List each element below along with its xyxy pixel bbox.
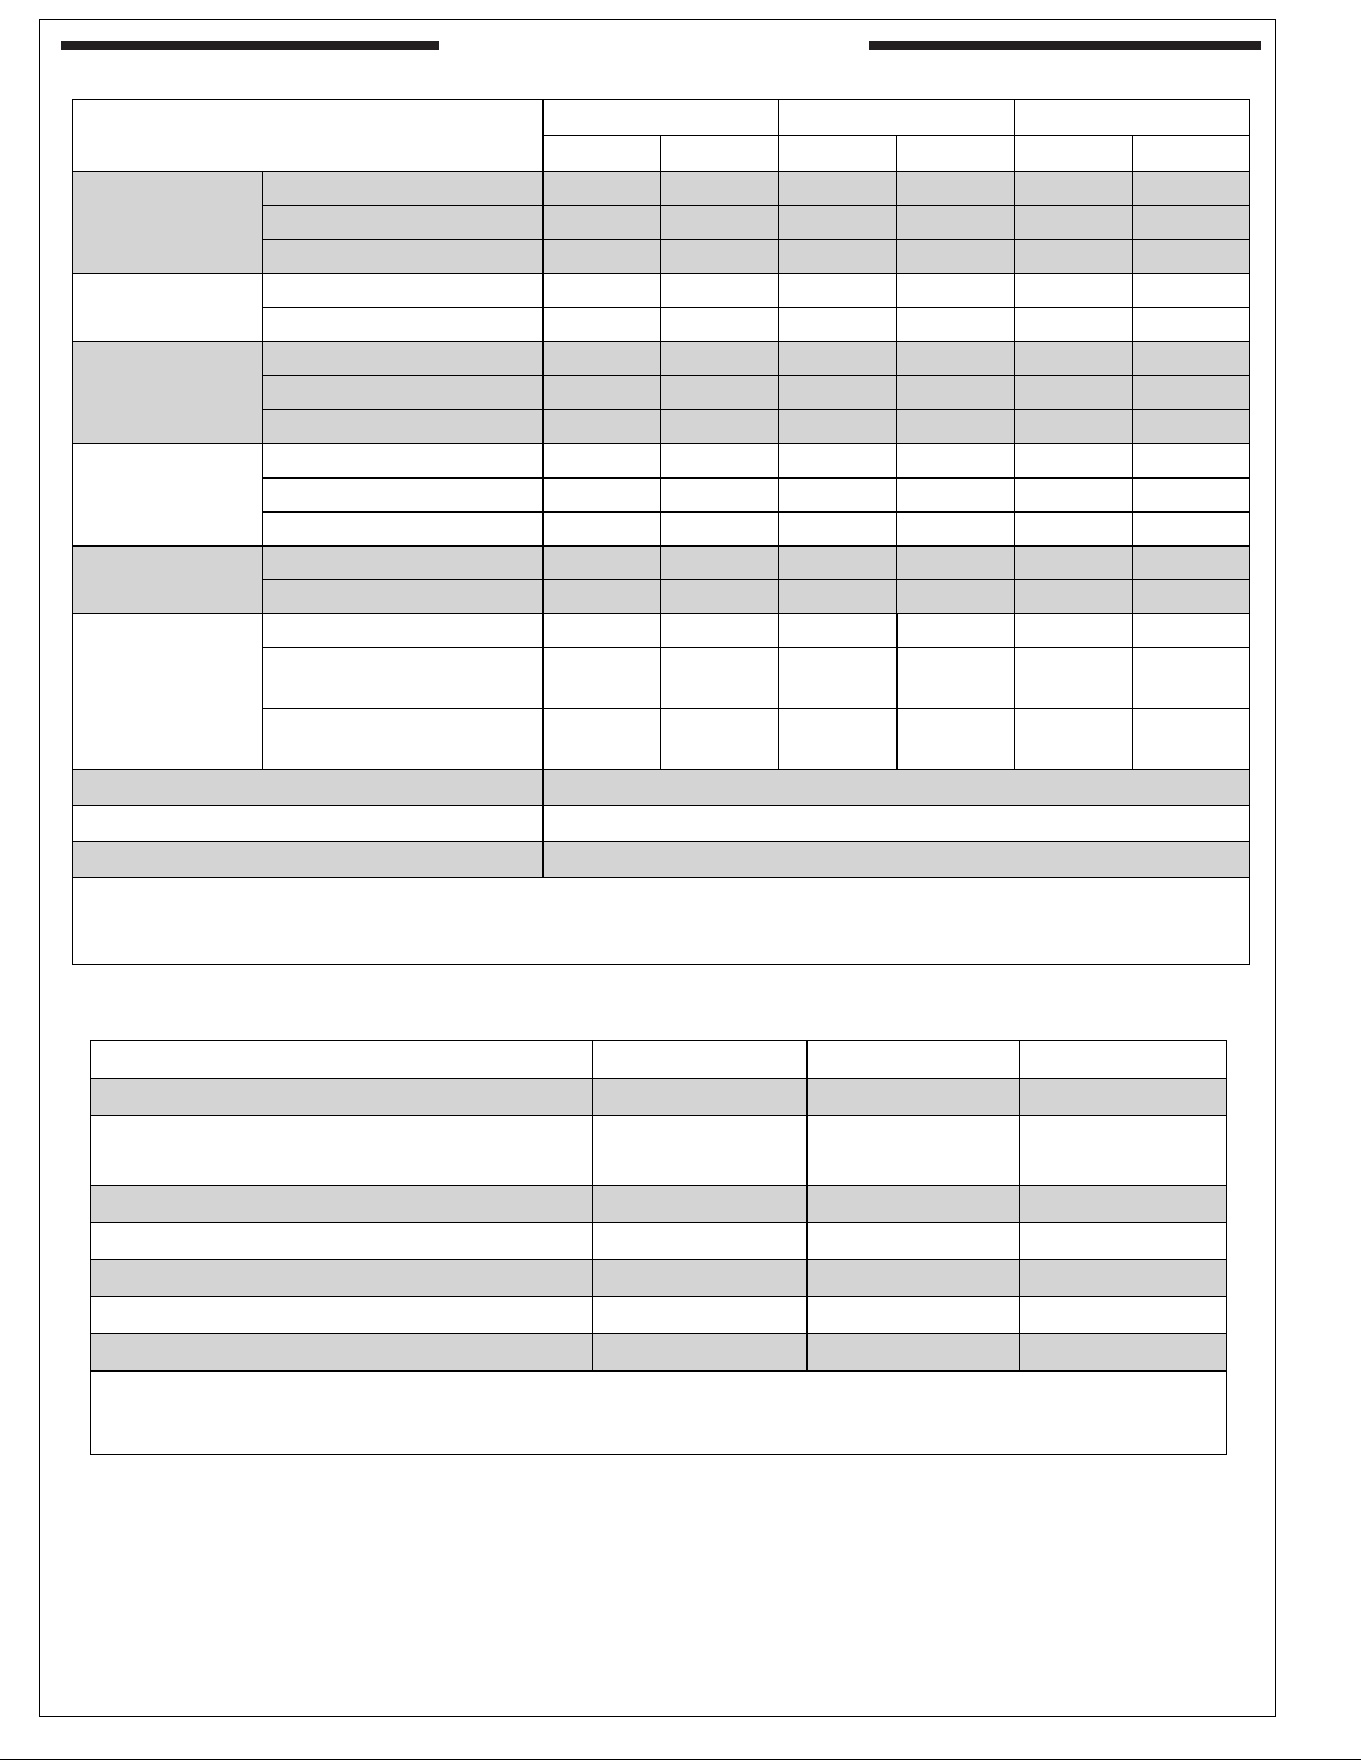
table-cell: [1015, 478, 1133, 512]
table-cell: [1133, 342, 1250, 376]
column-header: [91, 1041, 593, 1079]
table-cell: [1133, 172, 1250, 206]
table-cell: [1133, 308, 1250, 342]
table-cell: [543, 478, 661, 512]
table-cell: [661, 274, 779, 308]
table-cell: [807, 1297, 1020, 1334]
table-cell: [1015, 342, 1133, 376]
row-label: [263, 512, 543, 546]
row-label: [91, 1260, 593, 1297]
table-header-row: [73, 100, 1250, 136]
table-cell: [543, 206, 661, 240]
row-label: [91, 1297, 593, 1334]
table-cell: [897, 648, 1015, 709]
table-cell: [807, 1116, 1020, 1186]
footer-rule: [0, 1759, 1361, 1760]
table-cell: [543, 512, 661, 546]
table-cell: [661, 478, 779, 512]
row-label: [263, 580, 543, 614]
table-cell: [897, 342, 1015, 376]
header-corner-cell: [73, 100, 543, 172]
table-cell: [661, 206, 779, 240]
column-subheader: [543, 136, 661, 172]
row-group-label: [73, 546, 263, 614]
table-cell: [661, 172, 779, 206]
table-cell: [543, 546, 661, 580]
row-label: [263, 308, 543, 342]
table-row: [73, 614, 1250, 648]
table-cell: [543, 240, 661, 274]
table-cell: [897, 240, 1015, 274]
table-cell: [543, 342, 661, 376]
table-cell: [897, 512, 1015, 546]
row-label: [263, 648, 543, 709]
table-cell: [1015, 546, 1133, 580]
table-row: [91, 1297, 1227, 1334]
table-cell: [1020, 1223, 1227, 1260]
table-cell: [1133, 709, 1250, 770]
table-cell: [897, 206, 1015, 240]
table-cell: [1133, 240, 1250, 274]
column-header: [1020, 1041, 1227, 1079]
table-cell: [1133, 376, 1250, 410]
row-group-label: [73, 444, 263, 546]
data-table-2: [90, 1040, 1227, 1455]
table-cell: [897, 274, 1015, 308]
table-cell: [543, 308, 661, 342]
table-cell: [1133, 274, 1250, 308]
table-cell: [779, 206, 897, 240]
table-cell: [897, 172, 1015, 206]
table-cell: [1015, 274, 1133, 308]
row-label: [91, 1223, 593, 1260]
table-cell: [779, 376, 897, 410]
summary-label: [73, 770, 543, 806]
table-cell: [897, 580, 1015, 614]
table-cell: [1015, 580, 1133, 614]
table-row: [91, 1186, 1227, 1223]
table-cell: [543, 376, 661, 410]
table-cell: [1020, 1297, 1227, 1334]
table-cell: [593, 1334, 807, 1371]
column-subheader: [1015, 136, 1133, 172]
header-rule-right: [869, 41, 1261, 50]
table-cell: [1133, 444, 1250, 478]
header-rule-left: [61, 41, 439, 50]
table-cell: [1020, 1116, 1227, 1186]
row-label: [263, 342, 543, 376]
column-group-header: [1015, 100, 1250, 136]
column-subheader: [779, 136, 897, 172]
table-cell: [543, 172, 661, 206]
table-cell: [593, 1186, 807, 1223]
table-cell: [593, 1116, 807, 1186]
row-label: [263, 376, 543, 410]
row-label: [263, 478, 543, 512]
row-label: [263, 274, 543, 308]
row-label: [91, 1334, 593, 1371]
table-cell: [779, 444, 897, 478]
table-row: [91, 1079, 1227, 1116]
table-row: [73, 274, 1250, 308]
table-cell: [1015, 444, 1133, 478]
table-cell: [1133, 512, 1250, 546]
table-cell: [1015, 172, 1133, 206]
table-cell: [779, 478, 897, 512]
notes-row: [91, 1371, 1227, 1455]
row-label: [263, 709, 543, 770]
table-cell: [1015, 614, 1133, 648]
table-row: [91, 1223, 1227, 1260]
summary-value: [543, 770, 1250, 806]
column-group-header: [779, 100, 1015, 136]
notes-cell: [73, 878, 1250, 965]
table-cell: [593, 1223, 807, 1260]
table-cell: [661, 512, 779, 546]
table-cell: [543, 580, 661, 614]
column-subheader: [1133, 136, 1250, 172]
table-cell: [1015, 512, 1133, 546]
table-cell: [779, 308, 897, 342]
table-cell: [897, 478, 1015, 512]
table-header-row: [91, 1041, 1227, 1079]
table-cell: [779, 240, 897, 274]
table-cell: [1020, 1334, 1227, 1371]
table-cell: [807, 1223, 1020, 1260]
table-cell: [661, 648, 779, 709]
table-cell: [897, 546, 1015, 580]
table-cell: [1133, 410, 1250, 444]
row-label: [263, 206, 543, 240]
table-row: [91, 1334, 1227, 1371]
row-label: [263, 172, 543, 206]
table-cell: [543, 274, 661, 308]
table-cell: [1133, 614, 1250, 648]
table-cell: [779, 546, 897, 580]
table-row: [91, 1116, 1227, 1186]
table-cell: [1133, 546, 1250, 580]
table-cell: [1020, 1079, 1227, 1116]
table-cell: [661, 546, 779, 580]
notes-cell: [91, 1371, 1227, 1455]
row-group-label: [73, 172, 263, 274]
table-cell: [593, 1297, 807, 1334]
summary-label: [73, 842, 543, 878]
table-cell: [1015, 308, 1133, 342]
table-cell: [779, 512, 897, 546]
table-cell: [807, 1186, 1020, 1223]
table-row: [91, 1260, 1227, 1297]
column-group-header: [543, 100, 779, 136]
row-label: [91, 1079, 593, 1116]
row-label: [263, 614, 543, 648]
row-group-label: [73, 342, 263, 444]
table-cell: [1133, 648, 1250, 709]
table-row: [73, 342, 1250, 376]
table-cell: [807, 1260, 1020, 1297]
table-cell: [1133, 580, 1250, 614]
table-cell: [661, 342, 779, 376]
table-cell: [897, 709, 1015, 770]
table-cell: [593, 1260, 807, 1297]
summary-value: [543, 842, 1250, 878]
table-cell: [661, 410, 779, 444]
table-cell: [543, 648, 661, 709]
row-label: [263, 444, 543, 478]
table-cell: [661, 614, 779, 648]
table-cell: [1133, 206, 1250, 240]
table-cell: [543, 709, 661, 770]
table-cell: [543, 410, 661, 444]
table-cell: [543, 614, 661, 648]
row-label: [263, 546, 543, 580]
summary-row: [73, 770, 1250, 806]
row-label: [91, 1186, 593, 1223]
table-cell: [779, 614, 897, 648]
table-cell: [661, 240, 779, 274]
row-label: [91, 1116, 593, 1186]
table-cell: [779, 410, 897, 444]
table-cell: [897, 410, 1015, 444]
summary-row: [73, 806, 1250, 842]
table-row: [73, 444, 1250, 478]
table-cell: [779, 274, 897, 308]
summary-row: [73, 842, 1250, 878]
table-cell: [1015, 206, 1133, 240]
table-cell: [1015, 240, 1133, 274]
data-table-1: [72, 99, 1250, 965]
table-cell: [1015, 648, 1133, 709]
row-label: [263, 410, 543, 444]
table-cell: [543, 444, 661, 478]
column-subheader: [661, 136, 779, 172]
table-cell: [661, 376, 779, 410]
table-row: [73, 172, 1250, 206]
table-cell: [1015, 709, 1133, 770]
table-cell: [593, 1079, 807, 1116]
table-cell: [779, 172, 897, 206]
table-cell: [1015, 376, 1133, 410]
table-cell: [807, 1079, 1020, 1116]
table-cell: [897, 444, 1015, 478]
row-group-label: [73, 614, 263, 770]
column-header: [593, 1041, 807, 1079]
table-row: [73, 546, 1250, 580]
row-group-label: [73, 274, 263, 342]
table-cell: [1133, 478, 1250, 512]
table-cell: [1015, 410, 1133, 444]
table-cell: [1020, 1260, 1227, 1297]
table-cell: [807, 1334, 1020, 1371]
row-label: [263, 240, 543, 274]
summary-label: [73, 806, 543, 842]
table-cell: [779, 342, 897, 376]
table-cell: [779, 580, 897, 614]
table-cell: [661, 308, 779, 342]
column-header: [807, 1041, 1020, 1079]
table-cell: [897, 308, 1015, 342]
summary-value: [543, 806, 1250, 842]
table-cell: [897, 376, 1015, 410]
table-cell: [779, 648, 897, 709]
table-cell: [661, 709, 779, 770]
table-cell: [897, 614, 1015, 648]
table-cell: [661, 444, 779, 478]
notes-row: [73, 878, 1250, 965]
table-cell: [1020, 1186, 1227, 1223]
column-subheader: [897, 136, 1015, 172]
table-cell: [779, 709, 897, 770]
table-cell: [661, 580, 779, 614]
